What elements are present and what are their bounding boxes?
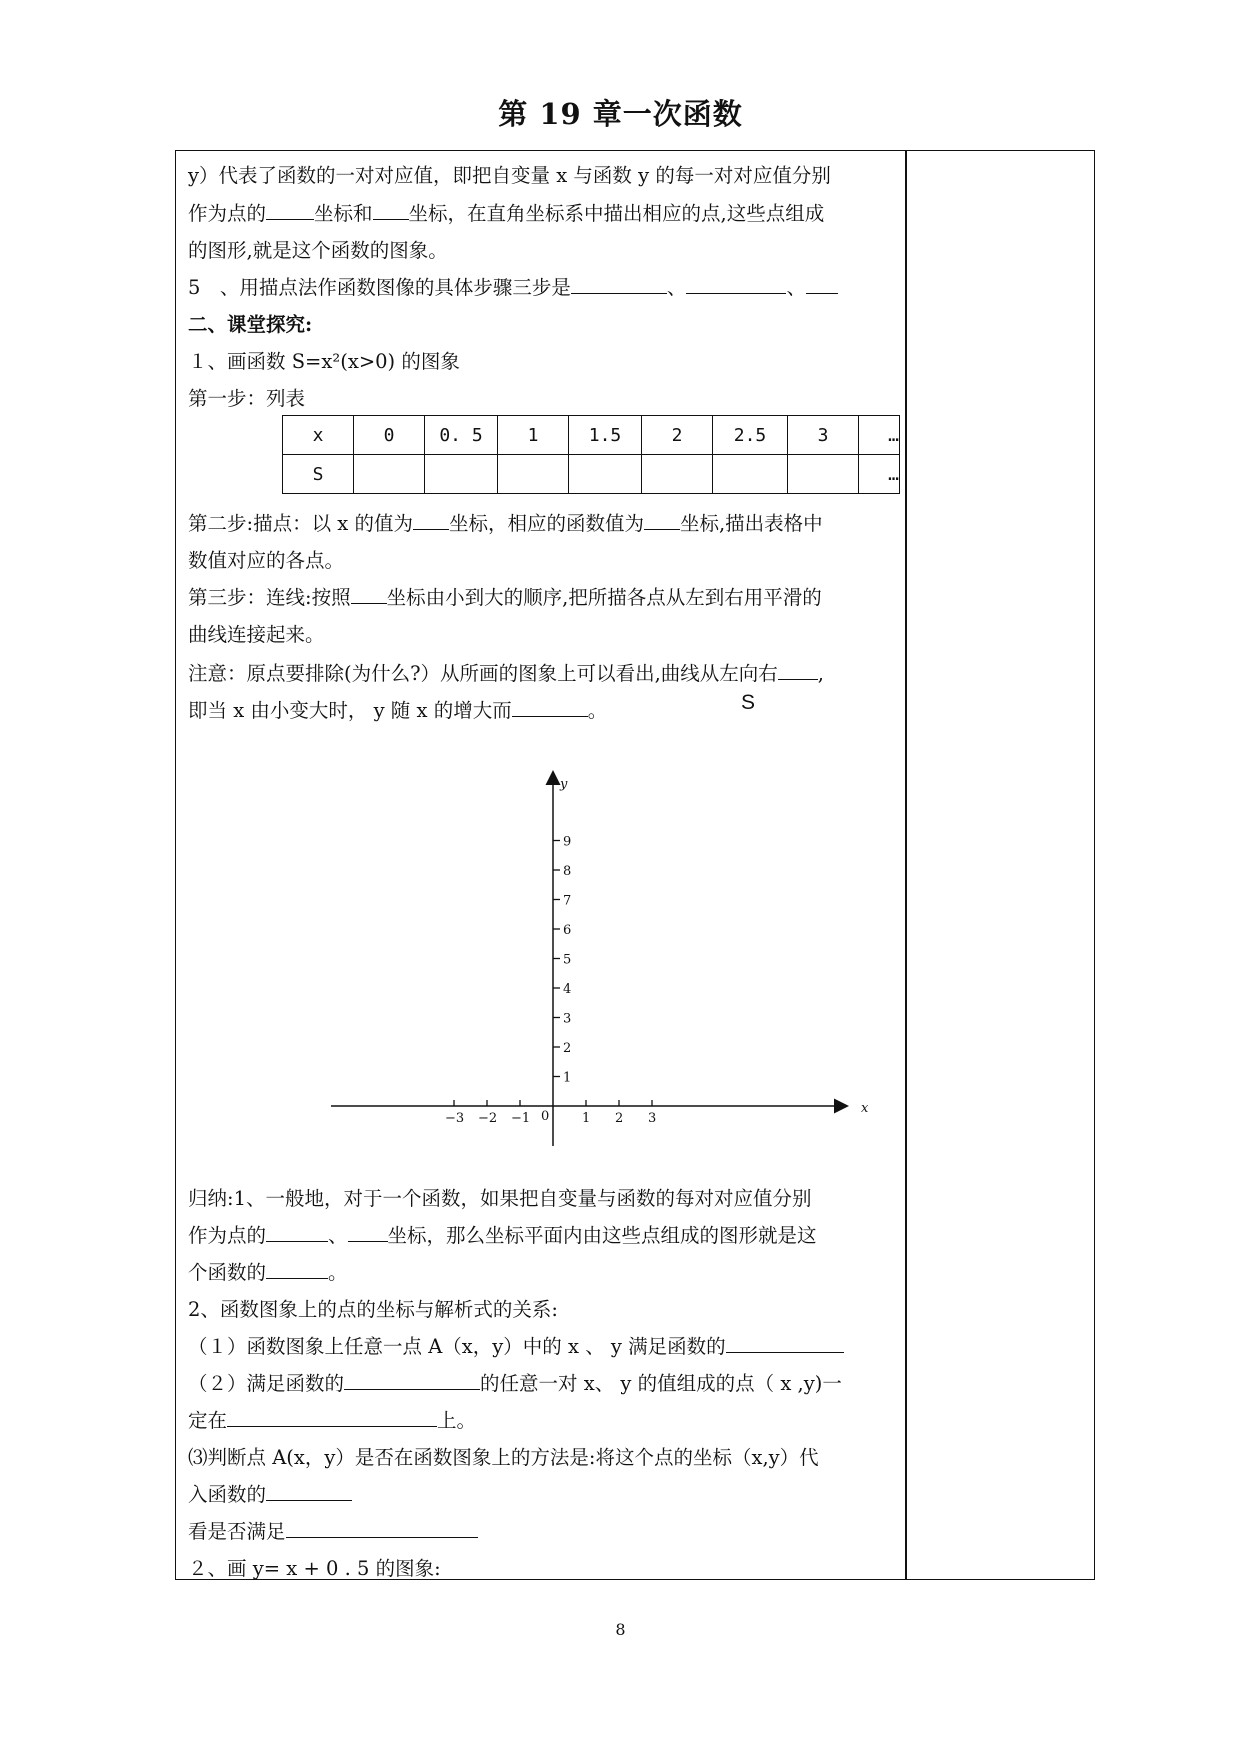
x-tick-label: 2	[615, 1111, 624, 1126]
y-tick-label: 9	[563, 834, 572, 850]
text-line: 5 、用描点法作函数图像的具体步骤三步是 、 、	[188, 275, 838, 301]
table-cell[interactable]	[354, 455, 425, 494]
answer-blank[interactable]	[726, 1334, 844, 1353]
step-2: 第二步:描点：以 x 的值为 坐标，相应的函数值为 坐标,描出表格中	[188, 512, 823, 535]
table-cell[interactable]	[713, 455, 788, 494]
note-line: 注意：原点要排除(为什么?）从所画的图象上可以看出,曲线从左向右 ,	[188, 662, 824, 685]
y-tick-label: 2	[563, 1041, 572, 1056]
answer-blank[interactable]	[227, 1408, 437, 1427]
table-cell: 0. 5	[425, 416, 498, 455]
answer-blank[interactable]	[512, 698, 588, 717]
y-tick-label: 4	[563, 982, 572, 997]
relation-2-cont: 定在 上。	[188, 1409, 477, 1432]
question-2: ２、画 y= x + 0 . 5 的图象:	[188, 1557, 441, 1580]
relation-heading: 2、函数图象上的点的坐标与解析式的关系:	[188, 1298, 558, 1321]
relation-2: （２）满足函数的 的任意一对 x、 y 的值组成的点（ x ,y)一	[188, 1372, 842, 1395]
summary-line: 个函数的 。	[188, 1261, 348, 1284]
table-cell[interactable]	[498, 455, 569, 494]
step-2-cont: 数值对应的各点。	[188, 549, 345, 572]
answer-blank[interactable]	[644, 511, 680, 530]
answer-blank[interactable]	[413, 511, 449, 530]
y-tick-label: 5	[563, 952, 572, 968]
answer-blank[interactable]	[778, 661, 818, 680]
relation-3-cont: 看是否满足	[188, 1519, 478, 1545]
table-row	[283, 455, 900, 494]
s-label: S	[741, 691, 756, 714]
table-cell: 1.5	[569, 416, 642, 455]
table-cell[interactable]	[788, 455, 859, 494]
table-row	[283, 416, 900, 455]
relation-3-cont: 入函数的	[188, 1482, 352, 1508]
x-tick-label: −1	[511, 1111, 531, 1126]
coordinate-axes	[326, 761, 886, 1181]
table-cell[interactable]	[425, 455, 498, 494]
answer-blank[interactable]	[344, 1371, 480, 1390]
table-cell: 2	[642, 416, 713, 455]
step-1: 第一步：列表	[188, 387, 306, 410]
step-3: 第三步：连线:按照 坐标由小到大的顺序,把所描各点从左到右用平滑的	[188, 586, 822, 609]
y-tick-label: 7	[563, 893, 572, 909]
x-axis-label: x	[861, 1101, 869, 1116]
table-cell: …	[859, 416, 900, 455]
y-tick-label: 1	[563, 1070, 572, 1086]
answer-blank[interactable]	[686, 275, 786, 294]
table-cell: 1	[498, 416, 569, 455]
text-line: 的图形,就是这个函数的图象。	[188, 239, 448, 262]
table-cell: S	[283, 455, 354, 494]
page-title: 第 19 章一次函数	[498, 97, 743, 131]
worksheet-frame	[175, 150, 1095, 1580]
answer-blank[interactable]	[351, 585, 387, 604]
table-cell: x	[283, 416, 354, 455]
page-number: 8	[615, 1620, 626, 1639]
text-line: 作为点的 坐标和 坐标，在直角坐标系中描出相应的点,这些点组成	[188, 202, 825, 225]
answer-blank[interactable]	[266, 1260, 328, 1279]
section-heading: 二、课堂探究:	[188, 313, 313, 336]
question-1: １、画函数 S=x²(x>0) 的图象	[188, 350, 460, 373]
x-tick-label: −3	[445, 1111, 465, 1126]
table-cell: …	[859, 455, 900, 494]
table-cell: 3	[788, 416, 859, 455]
text-line: y）代表了函数的一对对应值，即把自变量 x 与函数 y 的每一对对应值分别	[188, 164, 831, 187]
notes-column-divider	[905, 151, 907, 1579]
y-tick-label: 8	[563, 864, 572, 879]
answer-blank[interactable]	[373, 201, 409, 220]
relation-3: ⑶判断点 A(x，y）是否在函数图象上的方法是:将这个点的坐标（x,y）代	[188, 1446, 819, 1469]
answer-blank[interactable]	[348, 1223, 388, 1242]
x-tick-label: −2	[478, 1111, 498, 1126]
x-tick-label: 1	[582, 1111, 591, 1126]
table-cell[interactable]	[642, 455, 713, 494]
x-tick-label: 3	[648, 1111, 657, 1126]
relation-1: （１）函数图象上任意一点 A（x，y）中的 x 、 y 满足函数的	[188, 1334, 844, 1360]
table-cell: 2.5	[713, 416, 788, 455]
value-table	[282, 415, 900, 494]
y-tick-label: 3	[563, 1011, 572, 1027]
answer-blank[interactable]	[571, 275, 667, 294]
step-3-cont: 曲线连接起来。	[188, 623, 325, 646]
y-axis-label: y	[560, 777, 568, 792]
table-cell[interactable]	[569, 455, 642, 494]
summary-line: 作为点的 、 坐标，那么坐标平面内由这些点组成的图形就是这	[188, 1224, 817, 1247]
answer-blank[interactable]	[286, 1519, 478, 1538]
y-tick-label: 6	[563, 923, 572, 938]
answer-blank[interactable]	[806, 275, 838, 294]
table-cell: 0	[354, 416, 425, 455]
answer-blank[interactable]	[266, 1223, 328, 1242]
answer-blank[interactable]	[266, 201, 314, 220]
note-line: 即当 x 由小变大时， y 随 x 的增大而 。	[188, 699, 608, 722]
summary-line: 归纳:1、一般地，对于一个函数，如果把自变量与函数的每对对应值分别	[188, 1187, 812, 1210]
answer-blank[interactable]	[266, 1482, 352, 1501]
origin-label: 0	[541, 1109, 550, 1124]
